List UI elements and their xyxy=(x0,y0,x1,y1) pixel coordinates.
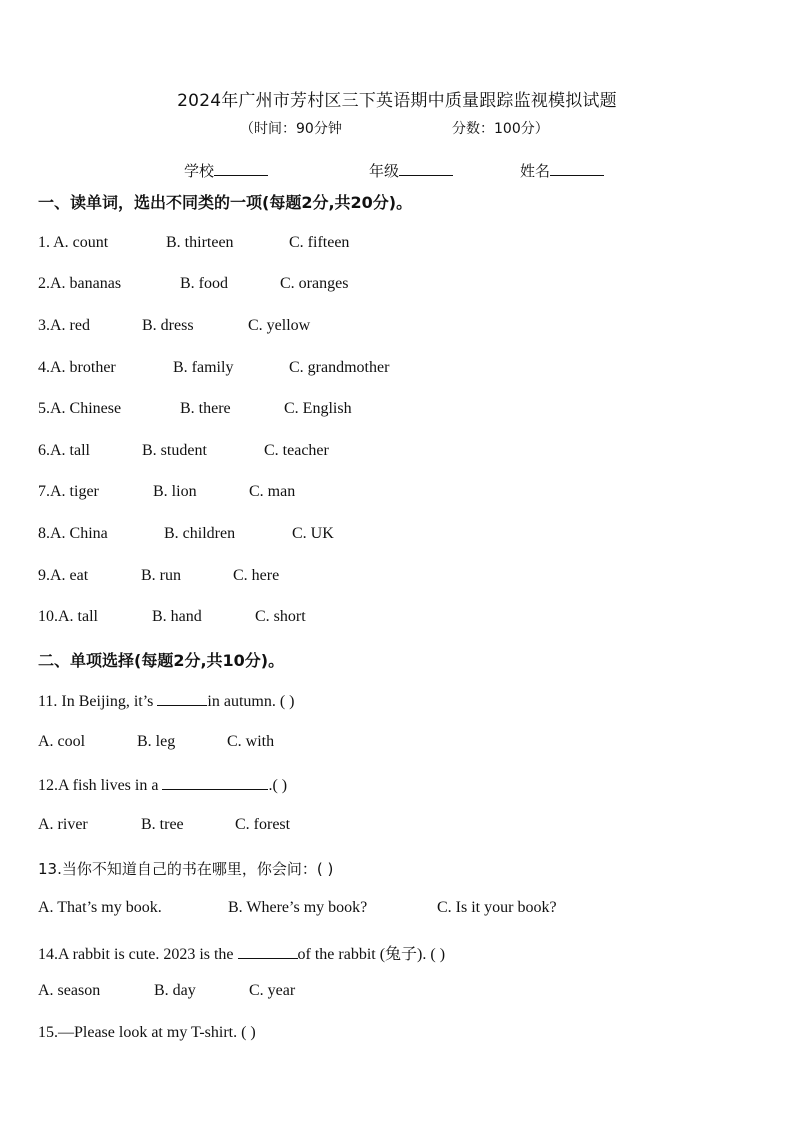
question-row xyxy=(0,442,794,464)
option-a: 8.A. China xyxy=(38,525,108,542)
option-b: B. Where’s my book? xyxy=(228,899,368,916)
option-b: B. leg xyxy=(137,733,176,750)
options-row xyxy=(0,899,794,921)
option-c: C. yellow xyxy=(248,317,311,334)
option-c: C. year xyxy=(249,982,296,999)
question-text: 12.A fish lives in a xyxy=(38,777,163,794)
question-row xyxy=(0,525,794,547)
exam-time: （时间：90分钟 xyxy=(240,121,342,137)
name-label: 姓名 xyxy=(520,162,551,180)
section-1-heading: 一、读单词，选出不同类的一项(每题2分,共20分)。 xyxy=(38,193,413,212)
question-row xyxy=(0,608,794,630)
option-a: 6.A. tall xyxy=(38,442,90,459)
option-a: A. season xyxy=(38,982,101,999)
question-13: 13.当你不知道自己的书在哪里，你会问：( ) xyxy=(38,860,334,878)
option-c: C. man xyxy=(249,483,296,500)
grade-label: 年级 xyxy=(369,162,400,180)
option-b: B. children xyxy=(164,525,236,542)
option-a: A. That’s my book. xyxy=(38,899,162,916)
option-c: C. short xyxy=(255,608,306,625)
question-row xyxy=(0,317,794,339)
question-row xyxy=(0,359,794,381)
school-label: 学校 xyxy=(184,162,215,180)
option-a: 2.A. bananas xyxy=(38,275,122,292)
option-a: 10.A. tall xyxy=(38,608,98,625)
option-b: B. dress xyxy=(142,317,194,334)
options-row xyxy=(0,982,794,1004)
answer-blank xyxy=(162,775,268,790)
question-row xyxy=(0,234,794,256)
option-a: A. cool xyxy=(38,733,86,750)
option-c: C. teacher xyxy=(264,442,329,459)
section-2-heading: 二、单项选择(每题2分,共10分)。 xyxy=(38,651,285,670)
option-b: B. day xyxy=(154,982,196,999)
option-c: C. forest xyxy=(235,816,291,833)
question-text-tail: of the rabbit (兔子). ( ) xyxy=(297,946,446,963)
option-c: C. fifteen xyxy=(289,234,350,251)
answer-blank xyxy=(238,944,298,959)
option-a: 9.A. eat xyxy=(38,567,89,584)
question-row xyxy=(0,275,794,297)
option-b: B. run xyxy=(141,567,181,584)
option-c: C. UK xyxy=(292,525,334,542)
option-a: 3.A. red xyxy=(38,317,90,334)
options-row xyxy=(0,733,794,755)
option-a: A. river xyxy=(38,816,88,833)
option-a: 1. A. count xyxy=(38,234,109,251)
option-c: C. oranges xyxy=(280,275,349,292)
option-a: 4.A. brother xyxy=(38,359,116,376)
question-text: 11. In Beijing, it’s xyxy=(38,693,158,710)
school-field xyxy=(184,160,268,181)
question-11 xyxy=(38,691,295,711)
question-14 xyxy=(38,941,445,964)
option-b: B. there xyxy=(180,400,231,417)
option-a: 5.A. Chinese xyxy=(38,400,122,417)
options-row xyxy=(0,816,794,838)
option-b: B. food xyxy=(180,275,228,292)
option-b: B. tree xyxy=(141,816,184,833)
exam-score: 分数：100分） xyxy=(452,121,549,137)
question-row xyxy=(0,400,794,422)
question-12 xyxy=(38,775,287,795)
name-blank xyxy=(550,161,604,176)
grade-blank xyxy=(399,161,453,176)
name-field xyxy=(520,160,604,181)
option-c: C. here xyxy=(233,567,280,584)
option-a: 7.A. tiger xyxy=(38,483,99,500)
question-text-tail: .( ) xyxy=(268,777,288,794)
option-b: B. hand xyxy=(152,608,202,625)
option-b: B. thirteen xyxy=(166,234,234,251)
option-c: C. with xyxy=(227,733,275,750)
question-row xyxy=(0,567,794,589)
question-row xyxy=(0,483,794,505)
option-b: B. family xyxy=(173,359,234,376)
option-b: B. student xyxy=(142,442,207,459)
question-text-tail: in autumn. ( ) xyxy=(207,693,295,710)
option-c: C. Is it your book? xyxy=(437,899,557,916)
option-c: C. English xyxy=(284,400,352,417)
grade-field xyxy=(369,160,453,181)
answer-blank xyxy=(157,691,207,706)
option-c: C. grandmother xyxy=(289,359,390,376)
option-b: B. lion xyxy=(153,483,197,500)
question-text: 14.A rabbit is cute. 2023 is the xyxy=(38,946,238,963)
school-blank xyxy=(214,161,268,176)
page-title: 2024年广州市芳村区三下英语期中质量跟踪监视模拟试题 xyxy=(177,91,617,111)
question-15: 15.—Please look at my T-shirt. ( ) xyxy=(38,1024,256,1041)
